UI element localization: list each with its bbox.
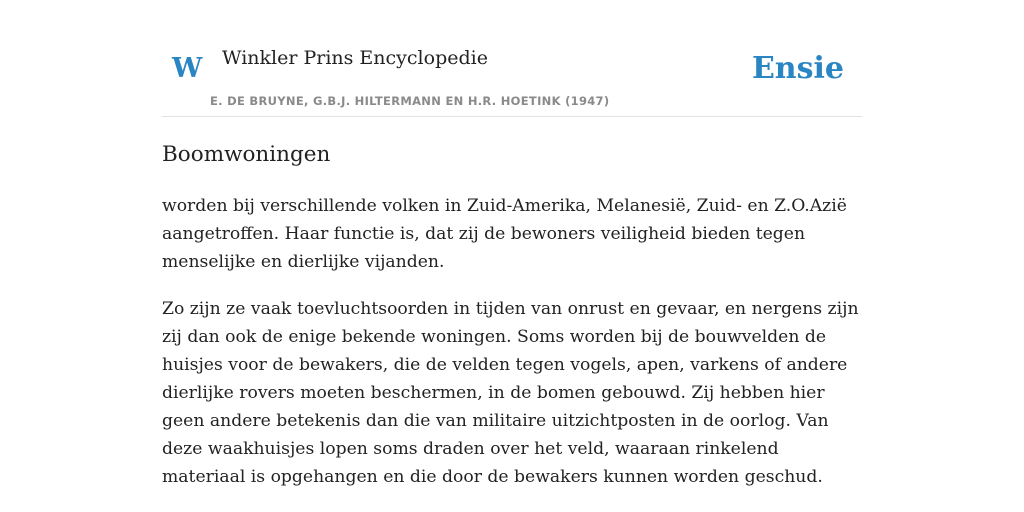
- ensie-logo[interactable]: Ensie: [751, 51, 844, 86]
- winkler-prins-logo[interactable]: W: [172, 53, 203, 84]
- article-title: Boomwoningen: [162, 142, 331, 167]
- site-header: [162, 0, 862, 117]
- authors-line: E. DE BRUYNE, G.B.J. HILTERMANN EN H.R. HOETINK (1947): [210, 94, 610, 108]
- article-paragraph-1: worden bij verschillende volken in Zuid-Amerika, Melanesië, Zuid- en Z.O.Azië aangetroffen. Haar functie is, dat zij de bewoners veiligheid bieden tegen menselijke en dierlijke vijanden.: [162, 196, 847, 272]
- encyclopedia-title[interactable]: Winkler Prins Encyclopedie: [222, 47, 488, 69]
- article-paragraph-2: Zo zijn ze vaak toevluchtsoorden in tijden van onrust en gevaar, en nergens zijn zij dan ook de enige bekende woningen. Soms worden bij de bouwvelden de huisjes voor de bewakers, die de velden tegen vogels, apen, varkens of andere dierlijke rovers moeten beschermen, in de bomen gebouwd. Zij hebben hier geen andere betekenis dan die van militaire uitzichtposten in de oorlog. Van deze waakhuisjes lopen soms draden over het veld, waaraan rinkelend materiaal is opgehangen en die door de bewakers kunnen worden geschud.: [162, 299, 859, 487]
- page: [162, 0, 862, 512]
